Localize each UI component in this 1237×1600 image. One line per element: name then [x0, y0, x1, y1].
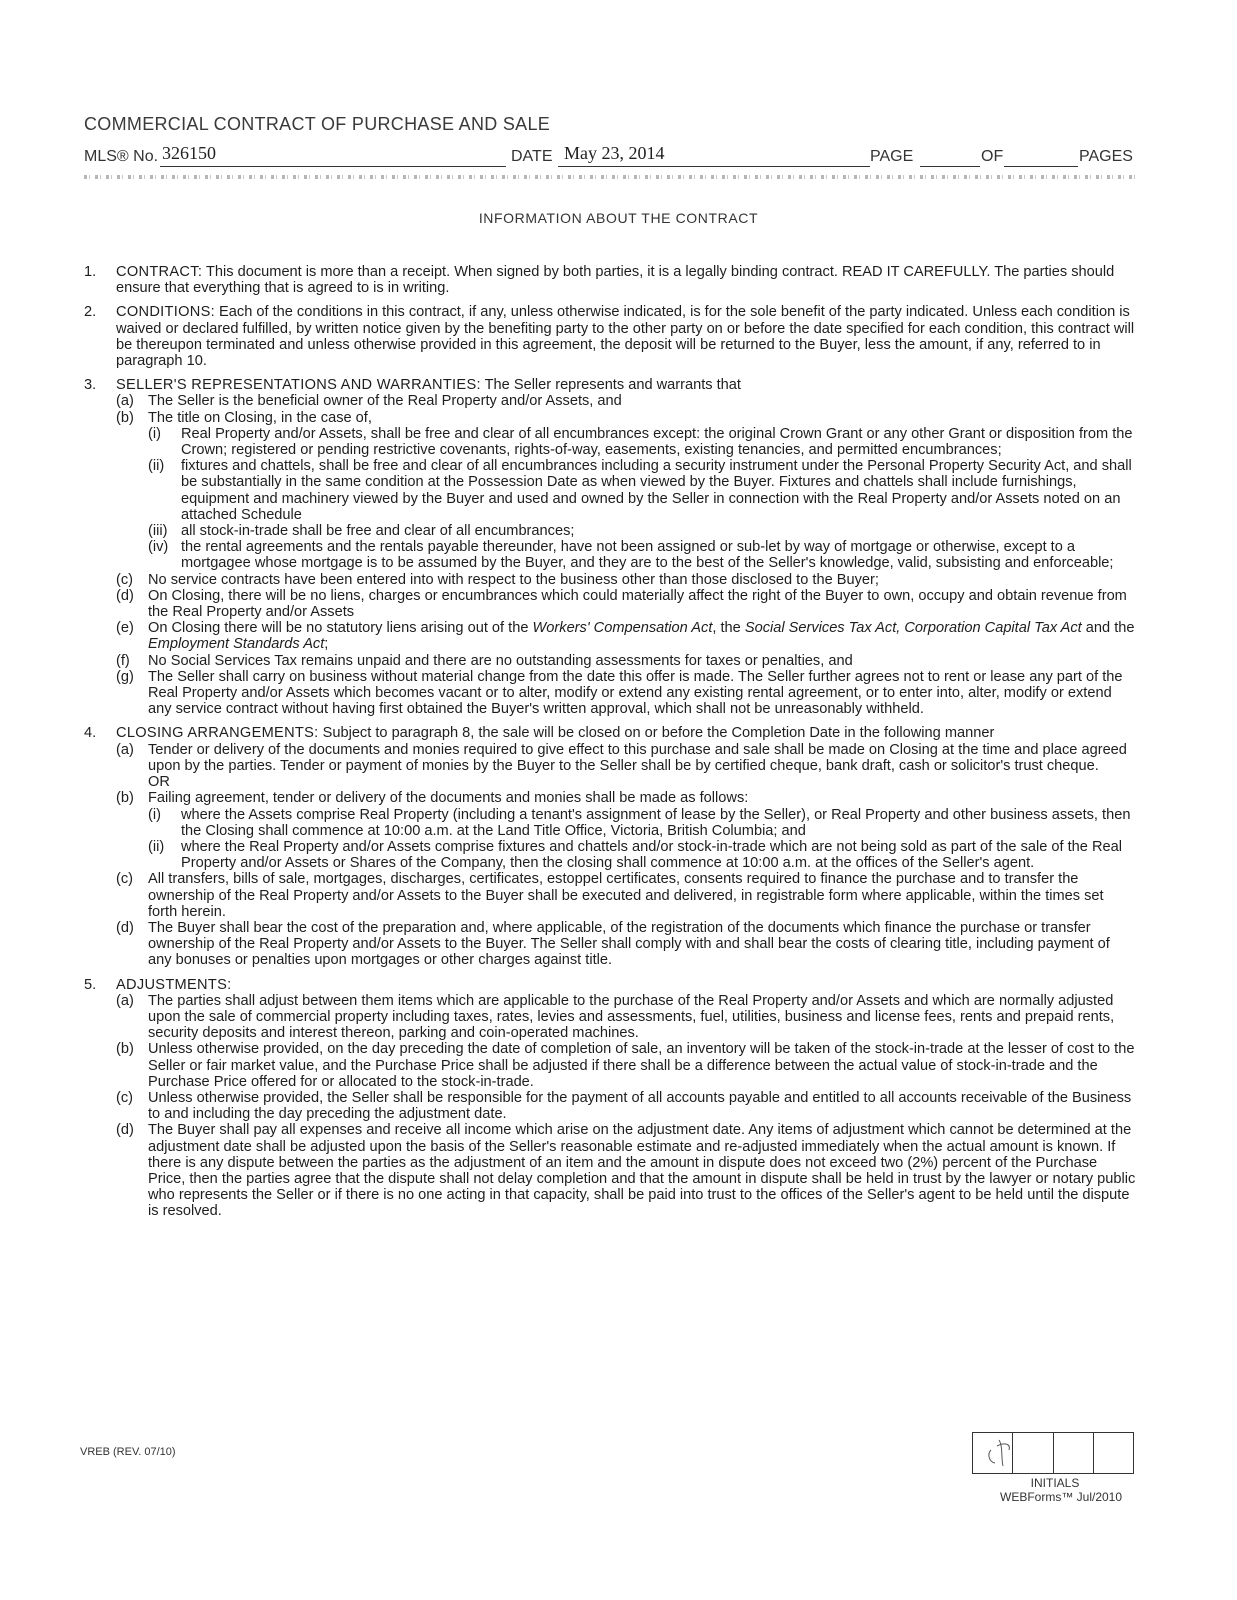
- section-heading: CLOSING ARRANGEMENTS:: [116, 725, 319, 742]
- initials-label: INITIALS: [1030, 1476, 1080, 1490]
- subclause-text: Real Property and/or Assets, shall be free and clear of all encumbrances except: the original Crown Grant or any other Grant or disposition from the Crown; registered or pending restrictive covenants, rights-of-way, easements, existing tenancies, and permitted encumbrances;: [181, 425, 1133, 459]
- clause-3b-iv: [148, 539, 1136, 571]
- subclause-text: fixtures and chattels, shall be free and clear of all encumbrances including a security instrument under the Personal Property Security Act, and shall be substantially in the same condition at the Possession Date as when viewed by the Buyer. Fixtures and chattels shall include furnishings, equipment and machinery viewed by the Buyer and used and owned by the Seller in connection with the Real Property and/or Assets noted on an attached Schedule: [181, 458, 1132, 523]
- pages-label: PAGES: [1079, 148, 1133, 165]
- initials-box-4[interactable]: [1094, 1433, 1133, 1473]
- clause-label: (c): [116, 1089, 134, 1106]
- clause-3b-i: [148, 426, 1136, 458]
- clause-text: and the: [1081, 620, 1135, 637]
- clause-text: The parties shall adjust between them items which are applicable to the purchase of the Real Property and/or Assets and which are normally adjusted upon the sale of commercial property including taxes, rates, levies and assessments, fuel, utilities, business and license fees, rents and prepaid rents, security deposits and interest thereon, parking and coin-operated machines.: [148, 992, 1115, 1042]
- section-subtitle: INFORMATION ABOUT THE CONTRACT: [478, 210, 759, 226]
- page-label: PAGE: [870, 148, 914, 165]
- date-label: DATE: [511, 148, 553, 165]
- clause-text: All transfers, bills of sale, mortgages, discharges, certificates, estoppel certificates, consents required to finance the purchase and to transfer the ownership of the Real Property and/or Assets to the Buyer shall be executed and delivered, in registrable form where applicable, within the times set forth herein.: [148, 871, 1104, 920]
- clause-4b-i: [148, 807, 1136, 839]
- clause-label: (a): [116, 992, 134, 1009]
- section-heading: ADJUSTMENTS:: [116, 976, 232, 993]
- clause-text: Unless otherwise provided, on the day preceding the date of completion of sale, an inventory will be taken of the stock-in-trade at the lesser of cost to the Seller or fair market value, and the Purchase Price shall be adjusted if there shall be a difference between the actual value of stock-in-trade and the Purchase Price offered for or allocated to the stock-in-trade.: [148, 1041, 1135, 1090]
- section-number: 2.: [84, 304, 97, 321]
- section-text: The Seller represents and warrants that: [484, 377, 741, 394]
- webforms-mark: WEBForms™ Jul/2010: [1000, 1490, 1123, 1504]
- section-text: Subject to paragraph 8, the sale will be closed on or before the Completion Date in the following manner: [322, 725, 995, 742]
- clause-text: The Buyer shall bear the cost of the preparation and, where applicable, of the registration of the documents which finance the purchase or transfer ownership of the Real Property and/or Assets to the Buyer. The Seller shall comply with and shall bear the costs of clearing title, including payment of any bonuses or penalties upon mortgages or other charges against title.: [148, 919, 1110, 969]
- subclause-label: (ii): [148, 458, 165, 475]
- section-number: 4.: [84, 725, 97, 742]
- clause-label: (c): [116, 871, 134, 888]
- clause-text: The title on Closing, in the case of,: [148, 409, 372, 426]
- section-heading: CONTRACT:: [116, 264, 203, 280]
- clause-text: On Closing, there will be no liens, charges or encumbrances which could materially affect the right of the Buyer to own, occupy and obtain revenue from the Real Property and/or Assets: [148, 587, 1127, 621]
- clause-4a: [116, 742, 1136, 774]
- mls-label: MLS® No.: [84, 148, 159, 165]
- scan-artifact-line: [84, 175, 1136, 179]
- clause-5c: [116, 1090, 1136, 1122]
- clause-4c: [116, 871, 1136, 920]
- act-name: Employment Standards Act: [148, 636, 325, 653]
- clause-3c: [116, 572, 1136, 588]
- clause-label: (b): [116, 409, 134, 426]
- clause-text: Failing agreement, tender or delivery of the documents and monies shall be made as follows:: [148, 790, 749, 807]
- of-label: OF: [981, 148, 1004, 165]
- section-heading: SELLER'S REPRESENTATIONS AND WARRANTIES:: [116, 377, 481, 394]
- section-2-conditions: [84, 304, 1136, 369]
- clause-3b-iii: [148, 523, 1136, 539]
- section-text: This document is more than a receipt. When signed by both parties, it is a legally binding contract. READ IT CAREFULLY. The parties should ensure that everything that is agreed to is in writing.: [116, 264, 1115, 297]
- page-number-blank: [920, 166, 980, 167]
- clause-text: No service contracts have been entered into with respect to the business other than those disclosed to the Buyer;: [148, 571, 879, 588]
- clause-text: Tender or delivery of the documents and monies required to give effect to this purchase and sale shall be made on Closing at the time and place agreed upon by the parties. Tender or payment of monies by the Buyer to the Seller shall be by certified cheque, bank draft, cash or solicitor's trust cheque.: [148, 741, 1127, 774]
- section-text: Each of the conditions in this contract, if any, unless otherwise indicated, is for the sole benefit of the party indicated. Unless each condition is waived or declared fulfilled, by written notice given by the benefiting party to the other party on or before the date specified for each condition, this contract will be thereupon terminated and unless otherwise provided in this agreement, the deposit will be returned to the Buyer, less the amount, if any, referred to in paragraph 10.: [116, 304, 1135, 370]
- clause-label: (g): [116, 668, 134, 685]
- clause-3g: [116, 669, 1136, 718]
- clause-label: (a): [116, 393, 134, 410]
- clause-text: , the: [712, 620, 745, 637]
- subclause-label: (iii): [148, 523, 168, 540]
- section-number: 5.: [84, 976, 97, 993]
- subclause-text: where the Real Property and/or Assets comprise fixtures and chattels and/or stock-in-trade which are not being sold as part of the sale of the Real Property and/or Assets or Shares of the Company, then the closing shall commence at 10:00 a.m. at the offices of the Seller's agent.: [181, 838, 1122, 872]
- clause-text: Unless otherwise provided, the Seller shall be responsible for the payment of all accounts payable and entitled to all accounts receivable of the Business to and including the day preceding the adjustment date.: [148, 1089, 1132, 1123]
- form-revision-code: VREB (REV. 07/10): [80, 1446, 176, 1458]
- clause-3b: [116, 410, 1136, 572]
- clause-label: (a): [116, 741, 134, 758]
- clause-label: (e): [116, 620, 134, 637]
- section-5-adjustments: [84, 977, 1136, 1220]
- clause-text: The Buyer shall pay all expenses and receive all income which arise on the adjustment date. Any items of adjustment which cannot be determined at the adjustment date shall be adjusted upon the basis of the Seller's reasonable estimate and re-adjusted immediately when the actual amount is known. If there is any dispute between the parties as the adjustment of an item and the amount in dispute does not exceed two (2%) percent of the Purchase Price, then the parties agree that the dispute shall not delay completion and that the amount in dispute shall be held in trust by the lawyer or notary public who represents the Seller or if there is no one acting in that capacity, shall be paid into trust to the offices of the Seller's agent to be held until the dispute is resolved.: [148, 1122, 1136, 1220]
- clause-3b-ii: [148, 458, 1136, 523]
- subclause-text: where the Assets comprise Real Property (including a tenant's assignment of lease by the Seller), or Real Property and other business assets, then the Closing shall commence at 10:00 a.m. at the Land Title Office, Victoria, British Columbia; and: [181, 806, 1131, 839]
- clause-label: (f): [116, 652, 130, 669]
- clause-text: No Social Services Tax remains unpaid and there are no outstanding assessments for taxes or penalties, and: [148, 652, 853, 669]
- section-number: 3.: [84, 377, 97, 394]
- clause-3f: [116, 653, 1136, 669]
- clause-text: ;: [324, 636, 329, 653]
- total-pages-blank: [1004, 166, 1078, 167]
- section-3-representations: [84, 377, 1136, 717]
- clause-5d: [116, 1122, 1136, 1219]
- initials-handwritten-mark: [985, 1436, 1015, 1468]
- clause-text: The Seller is the beneficial owner of the Real Property and/or Assets, and: [148, 393, 622, 410]
- clause-label: (b): [116, 1041, 134, 1058]
- clause-3d: [116, 588, 1136, 620]
- subclause-label: (i): [148, 425, 161, 442]
- date-underline: [558, 166, 870, 167]
- clause-5a: [116, 993, 1136, 1042]
- clause-4d: [116, 920, 1136, 969]
- mls-underline: [160, 166, 506, 167]
- initials-box-3[interactable]: [1054, 1433, 1094, 1473]
- date-value: May 23, 2014: [564, 143, 665, 163]
- clause-3a: [116, 393, 1136, 409]
- clause-text: On Closing there will be no statutory liens arising out of the: [148, 620, 533, 637]
- section-4-closing: [84, 725, 1136, 968]
- clause-text: The Seller shall carry on business without material change from the date this offer is made. The Seller further agrees not to rent or lease any part of the Real Property and/or Assets which becomes vacant or to alter, modify or extend any existing rental agreement, or to enter into, alter, modify or extend any service contract without having first obtained the Buyer's written approval, which shall not be unreasonably withheld.: [148, 668, 1123, 718]
- act-name: Workers' Compensation Act: [532, 620, 713, 637]
- section-1-contract: [84, 264, 1136, 296]
- or-separator: OR: [148, 774, 170, 791]
- section-number: 1.: [84, 264, 97, 280]
- contract-body: [84, 264, 1136, 1227]
- clause-3e: [116, 620, 1136, 652]
- header-fields: [84, 142, 1140, 172]
- act-name: Social Services Tax Act, Corporation Capital Tax Act: [744, 620, 1082, 637]
- clause-label: (b): [116, 790, 134, 807]
- subclause-label: (iv): [148, 539, 169, 556]
- clause-label: (d): [116, 919, 134, 936]
- clause-label: (c): [116, 571, 134, 588]
- clause-4b: [116, 790, 1136, 871]
- subclause-label: (ii): [148, 838, 165, 855]
- clause-label: (d): [116, 587, 134, 604]
- initials-box-2[interactable]: [1013, 1433, 1053, 1473]
- subclause-label: (i): [148, 806, 161, 823]
- document-title: COMMERCIAL CONTRACT OF PURCHASE AND SALE: [84, 114, 551, 134]
- section-heading: CONDITIONS:: [116, 304, 215, 321]
- subclause-text: all stock-in-trade shall be free and clear of all encumbrances;: [181, 523, 575, 540]
- mls-number: 326150: [162, 143, 216, 163]
- clause-label: (d): [116, 1122, 134, 1139]
- clause-5b: [116, 1041, 1136, 1090]
- clause-4b-ii: [148, 839, 1136, 871]
- subclause-text: the rental agreements and the rentals payable thereunder, have not been assigned or sub-let by way of mortgage or otherwise, except to a mortgagee whose mortgage is to be assumed by the Buyer, and they are to the best of the Seller's knowledge, valid, subsisting and enforceable;: [181, 539, 1114, 572]
